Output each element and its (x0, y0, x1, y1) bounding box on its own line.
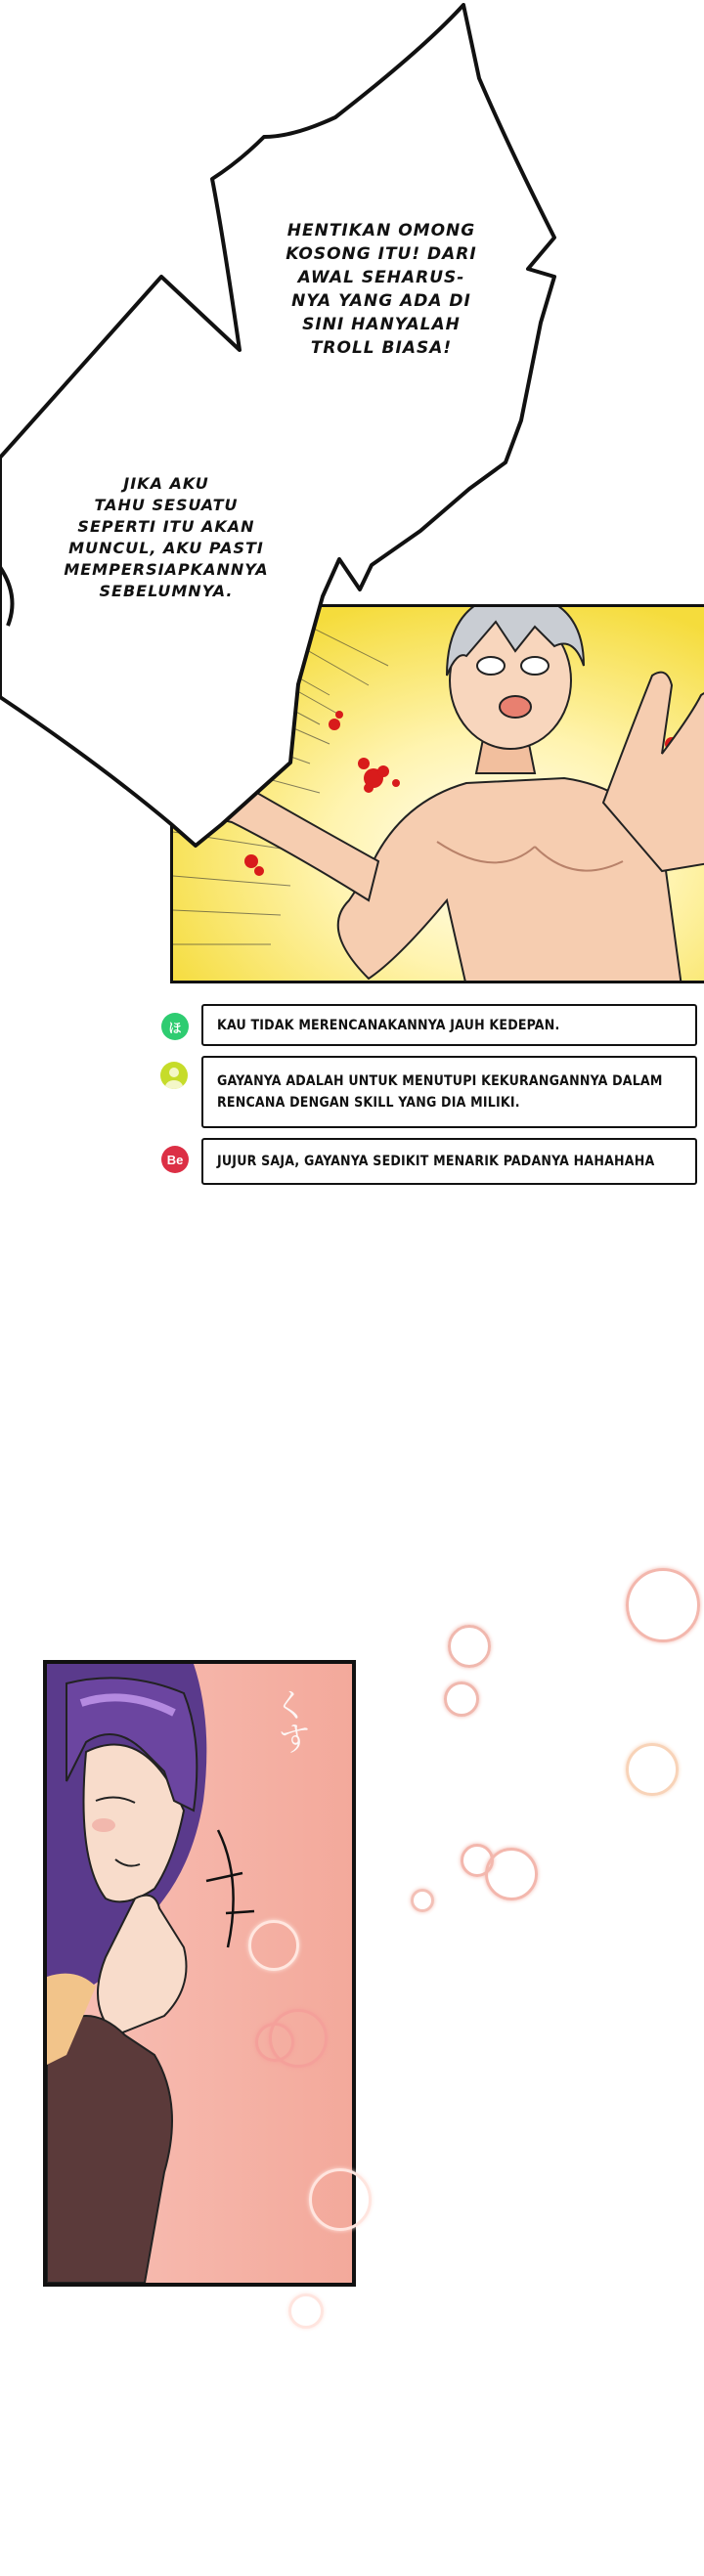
speech-bubble-outline (0, 5, 554, 846)
hiragana-ho-avatar-icon: ほ (161, 1013, 189, 1040)
comment-box (201, 1004, 697, 1046)
speech-bubble-left-text: JIKA AKU TAHU SESUATU SEPERTI ITU AKAN MUNCUL, AKU PASTI MEMPERSIAPKANNYA SEBELUMNYA. (64, 474, 269, 600)
bokeh-circle (255, 2023, 294, 2062)
speech-bubbles (0, 0, 704, 880)
speech-bubble-top-text: HENTIKAN OMONG KOSONG ITU! DARI AWAL SEHARUS- NYA YANG ADA DI SINI HANYALAH TROLL BIASA! (286, 221, 477, 358)
bokeh-circle (309, 2168, 372, 2231)
bokeh-circle (248, 1920, 299, 1971)
comment-text: KAU TIDAK MERENCANAKANNYA JAUH KEDEPAN. (217, 1017, 560, 1033)
bokeh-circle (448, 1625, 491, 1668)
sfx-kusu-text: くす (265, 1685, 314, 1758)
bokeh-circle (485, 1848, 538, 1900)
bokeh-circle (444, 1681, 479, 1717)
be-avatar-icon: Be (161, 1146, 189, 1173)
comment-text-line: RENCANA DENGAN SKILL YANG DIA MILIKI. (217, 1095, 520, 1111)
bokeh-circle (411, 1889, 434, 1912)
comment-box (201, 1138, 697, 1185)
bokeh-circle (626, 1568, 700, 1642)
comment-box (201, 1056, 697, 1128)
bokeh-circle (288, 2293, 324, 2329)
panel-pink-art (47, 1664, 352, 2283)
comment-text-line: GAYANYA ADALAH UNTUK MENUTUPI KEKURANGANNYA DALAM (217, 1073, 663, 1089)
comment-text: JUJUR SAJA, GAYANYA SEDIKIT MENARIK PADANYA HAHAHAHA (217, 1154, 655, 1169)
bokeh-circle (626, 1743, 679, 1796)
user-silhouette-avatar-icon (160, 1062, 188, 1089)
